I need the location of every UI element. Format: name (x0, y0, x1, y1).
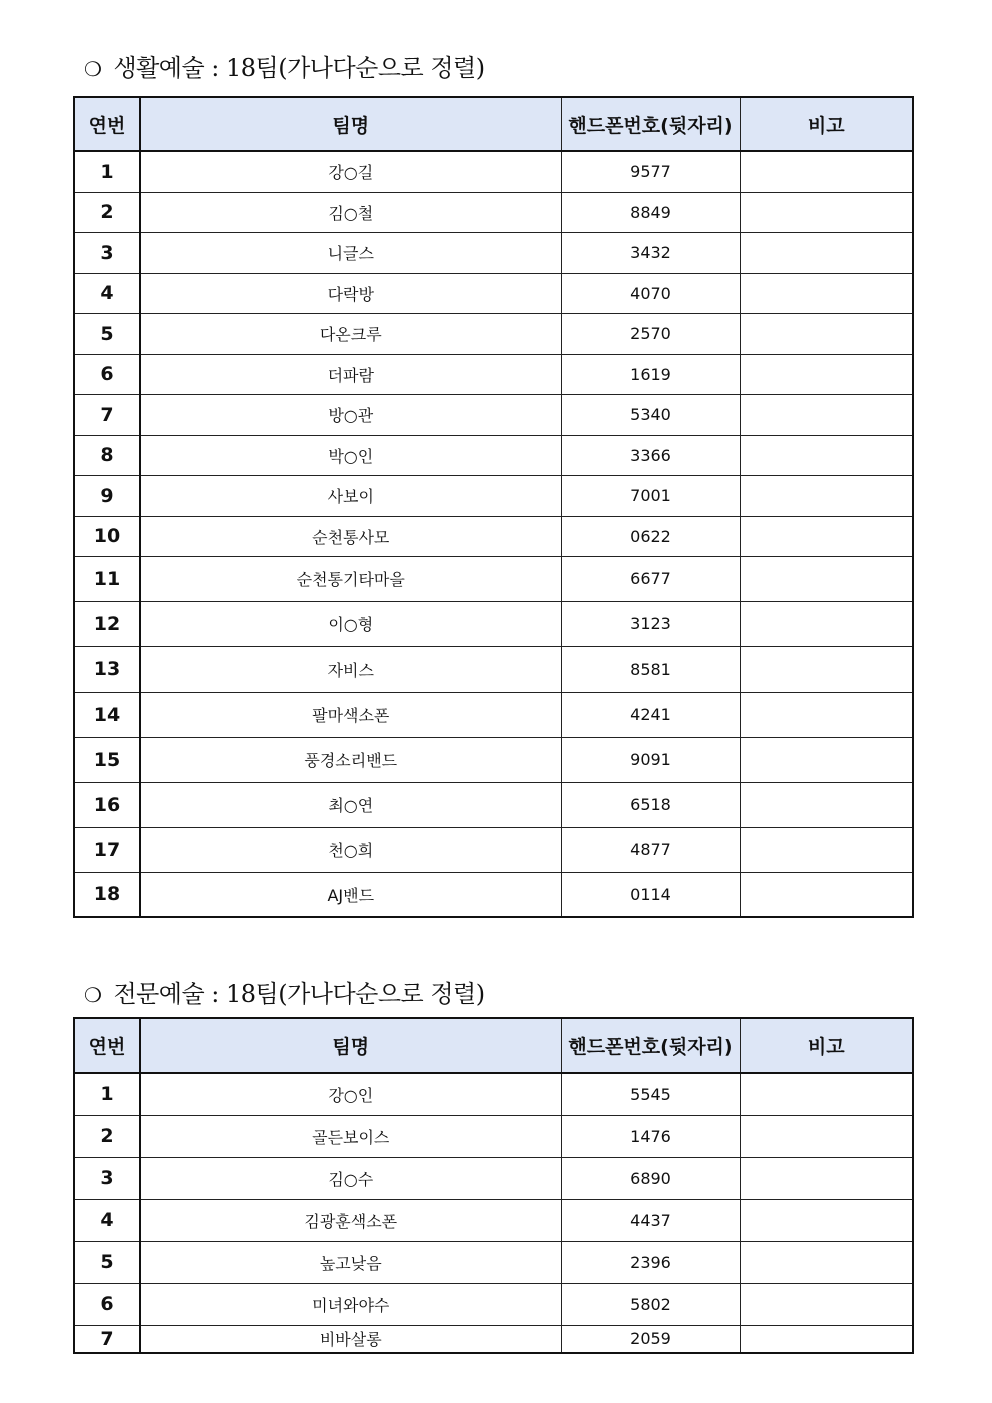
row-number: 1 (74, 151, 140, 192)
note-cell (740, 1241, 913, 1283)
row-number: 4 (74, 273, 140, 313)
row-number: 10 (74, 516, 140, 556)
phone-suffix: 6890 (561, 1157, 740, 1199)
phone-suffix: 1476 (561, 1115, 740, 1157)
team-name: 최○연 (140, 782, 561, 827)
team-name: 김○수 (140, 1157, 561, 1199)
table-row (74, 232, 913, 273)
table-header-row (74, 1018, 913, 1073)
team-name: 풍경소리밴드 (140, 737, 561, 782)
team-name: 더파람 (140, 354, 561, 394)
phone-suffix: 4241 (561, 692, 740, 737)
table-row (74, 1325, 913, 1353)
note-cell (740, 475, 913, 516)
note-cell (740, 232, 913, 273)
professional-arts-team-table (73, 1017, 914, 1354)
team-name: 비바살롱 (140, 1325, 561, 1353)
phone-suffix: 9091 (561, 737, 740, 782)
note-cell (740, 1115, 913, 1157)
row-number: 12 (74, 601, 140, 646)
phone-suffix: 4877 (561, 827, 740, 872)
row-number: 11 (74, 556, 140, 601)
phone-suffix: 6518 (561, 782, 740, 827)
header-team-name: 팀명 (140, 1018, 561, 1073)
phone-suffix: 4070 (561, 273, 740, 313)
phone-suffix: 6677 (561, 556, 740, 601)
team-name: 골든보이스 (140, 1115, 561, 1157)
table-row (74, 435, 913, 475)
phone-suffix: 0622 (561, 516, 740, 556)
team-name: 순천통기타마을 (140, 556, 561, 601)
row-number: 9 (74, 475, 140, 516)
row-number: 3 (74, 232, 140, 273)
note-cell (740, 394, 913, 435)
row-number: 7 (74, 1325, 140, 1353)
team-name: 자비스 (140, 646, 561, 692)
section-title-text: 전문예술 : 18팀(가나다순으로 정렬) (113, 980, 485, 1008)
team-name: 박○인 (140, 435, 561, 475)
table-row (74, 354, 913, 394)
section-title-daily-arts (84, 48, 485, 83)
table-row (74, 1241, 913, 1283)
note-cell (740, 872, 913, 917)
row-number: 7 (74, 394, 140, 435)
section-title-professional-arts (84, 974, 485, 1009)
table-row (74, 475, 913, 516)
phone-suffix: 3123 (561, 601, 740, 646)
note-cell (740, 692, 913, 737)
table-row (74, 394, 913, 435)
team-name: 김광훈색소폰 (140, 1199, 561, 1241)
table-body (74, 151, 913, 917)
team-name: 김○철 (140, 192, 561, 232)
team-name: 사보이 (140, 475, 561, 516)
row-number: 2 (74, 1115, 140, 1157)
note-cell (740, 1157, 913, 1199)
note-cell (740, 1325, 913, 1353)
row-number: 8 (74, 435, 140, 475)
team-name: 강○인 (140, 1073, 561, 1115)
header-phone: 핸드폰번호(뒷자리) (561, 97, 740, 151)
row-number: 13 (74, 646, 140, 692)
phone-suffix: 4437 (561, 1199, 740, 1241)
table-row (74, 1157, 913, 1199)
daily-arts-team-table (73, 96, 914, 918)
note-cell (740, 516, 913, 556)
row-number: 1 (74, 1073, 140, 1115)
table-row (74, 1283, 913, 1325)
row-number: 18 (74, 872, 140, 917)
team-name: 이○형 (140, 601, 561, 646)
note-cell (740, 313, 913, 354)
table-row (74, 273, 913, 313)
row-number: 6 (74, 1283, 140, 1325)
note-cell (740, 273, 913, 313)
circle-bullet-icon: ❍ (84, 57, 102, 81)
row-number: 4 (74, 1199, 140, 1241)
team-name: AJ밴드 (140, 872, 561, 917)
circle-bullet-icon: ❍ (84, 983, 102, 1007)
table-row (74, 872, 913, 917)
phone-suffix: 1619 (561, 354, 740, 394)
phone-suffix: 7001 (561, 475, 740, 516)
table-row (74, 737, 913, 782)
row-number: 5 (74, 1241, 140, 1283)
header-team-name: 팀명 (140, 97, 561, 151)
team-name: 방○관 (140, 394, 561, 435)
table-body (74, 1073, 913, 1353)
table-header-row (74, 97, 913, 151)
team-name: 팔마색소폰 (140, 692, 561, 737)
note-cell (740, 192, 913, 232)
phone-suffix: 2396 (561, 1241, 740, 1283)
note-cell (740, 782, 913, 827)
table-row (74, 1073, 913, 1115)
note-cell (740, 1199, 913, 1241)
row-number: 5 (74, 313, 140, 354)
team-name: 높고낮음 (140, 1241, 561, 1283)
phone-suffix: 5545 (561, 1073, 740, 1115)
row-number: 16 (74, 782, 140, 827)
table-row (74, 1115, 913, 1157)
row-number: 3 (74, 1157, 140, 1199)
note-cell (740, 1073, 913, 1115)
team-name: 다온크루 (140, 313, 561, 354)
table-row (74, 192, 913, 232)
table-row (74, 646, 913, 692)
table-row (74, 151, 913, 192)
row-number: 15 (74, 737, 140, 782)
row-number: 17 (74, 827, 140, 872)
table-row (74, 313, 913, 354)
team-name: 강○길 (140, 151, 561, 192)
phone-suffix: 0114 (561, 872, 740, 917)
phone-suffix: 9577 (561, 151, 740, 192)
row-number: 14 (74, 692, 140, 737)
header-phone: 핸드폰번호(뒷자리) (561, 1018, 740, 1073)
table-row (74, 782, 913, 827)
team-name: 다락방 (140, 273, 561, 313)
table-row (74, 1199, 913, 1241)
row-number: 2 (74, 192, 140, 232)
phone-suffix: 3366 (561, 435, 740, 475)
note-cell (740, 827, 913, 872)
phone-suffix: 2570 (561, 313, 740, 354)
header-note: 비고 (740, 1018, 913, 1073)
table-row (74, 827, 913, 872)
team-name: 니글스 (140, 232, 561, 273)
note-cell (740, 601, 913, 646)
team-name: 순천통사모 (140, 516, 561, 556)
phone-suffix: 5340 (561, 394, 740, 435)
note-cell (740, 1283, 913, 1325)
table-row (74, 556, 913, 601)
phone-suffix: 8581 (561, 646, 740, 692)
phone-suffix: 3432 (561, 232, 740, 273)
note-cell (740, 737, 913, 782)
header-num: 연번 (74, 1018, 140, 1073)
table-row (74, 516, 913, 556)
section-title-text: 생활예술 : 18팀(가나다순으로 정렬) (113, 54, 485, 82)
note-cell (740, 556, 913, 601)
phone-suffix: 2059 (561, 1325, 740, 1353)
phone-suffix: 5802 (561, 1283, 740, 1325)
row-number: 6 (74, 354, 140, 394)
team-name: 미녀와야수 (140, 1283, 561, 1325)
phone-suffix: 8849 (561, 192, 740, 232)
note-cell (740, 354, 913, 394)
table-row (74, 601, 913, 646)
team-name: 천○희 (140, 827, 561, 872)
header-note: 비고 (740, 97, 913, 151)
note-cell (740, 646, 913, 692)
table-row (74, 692, 913, 737)
header-num: 연번 (74, 97, 140, 151)
note-cell (740, 435, 913, 475)
note-cell (740, 151, 913, 192)
